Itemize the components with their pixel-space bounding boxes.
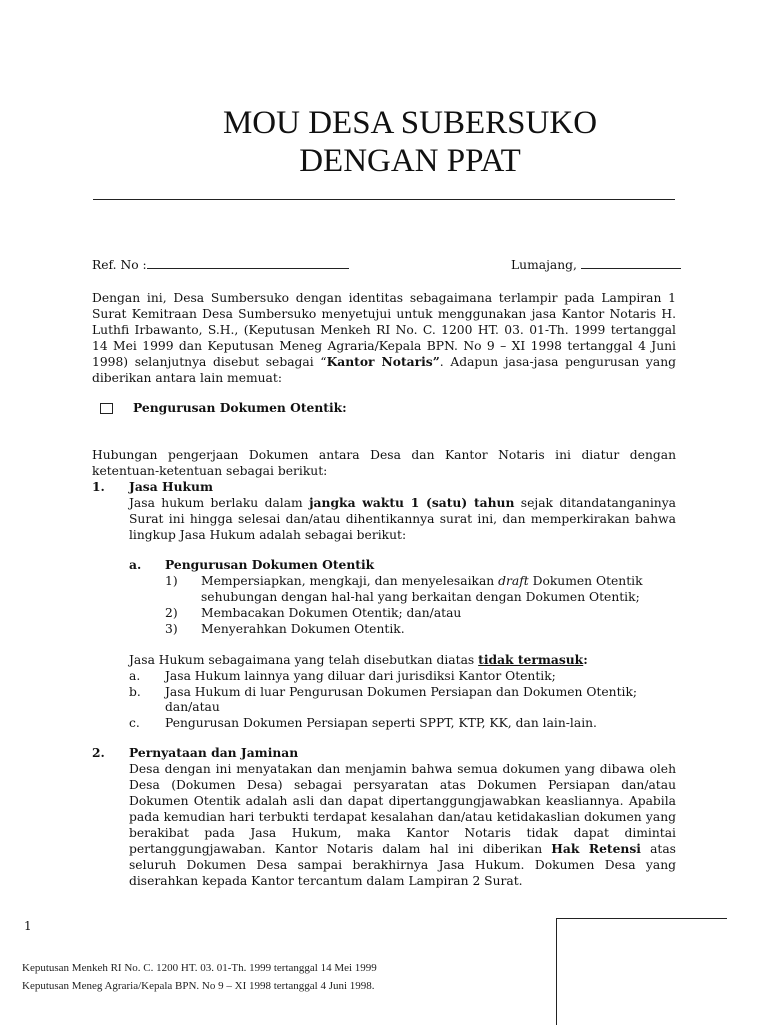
exclusion-item-text: Jasa Hukum lainnya yang diluar dari jurisdiksi Kantor Otentik; — [165, 669, 556, 683]
list-item-text-pre: Mempersiapkan, mengkaji, dan menyelesaikan — [201, 574, 499, 588]
list-item-italic: draft — [498, 574, 529, 588]
section-2-text: Desa dengan ini menyatakan dan menjamin bahwa semua dokumen yang dibawa oleh Desa (Dokumen Desa) sebagai persyaratan atas Dokumen Persiapan dan/atau Dokumen Otentik adalah asli dan dapat dipertanggungjawabkan keasliannya. Apabila pada kemudian hari terbukti terdapat kesalahan dan/atau ketidakaslian dokumen yang berakibat pada Jasa Hukum, maka Kantor Notaris tidak dapat dimintai pertanggungjawaban. Kantor Notaris dalam hal ini diberikan — [129, 762, 676, 856]
ref-number-blank — [147, 256, 349, 269]
list-item: 1) — [165, 574, 178, 588]
footnote-2: Keputusan Meneg Agraria/Kepala BPN. No 9 – XI 1998 tertanggal 4 Juni 1998. — [22, 980, 375, 992]
list-item-text: Membacakan Dokumen Otentik; dan/atau — [201, 606, 462, 620]
section-1-title: Jasa Hukum — [129, 479, 213, 494]
section-2-title: Pernyataan dan Jaminan — [129, 745, 299, 760]
exclusion-bold: tidak termasuk — [478, 652, 584, 667]
relation-paragraph: Hubungan pengerjaan Dokumen antara Desa dan Kantor Notaris ini diatur dengan ketentuan-ketentuan sebagai berikut: — [92, 448, 676, 478]
list-item-text-post: Dokumen Otentik — [528, 574, 643, 588]
footnote-box-frame — [556, 918, 727, 1025]
section-1-text-end: sejak ditandatanganinya Surat ini hingga selesai dan/atau dihentikannya surat ini, dan memperkirakan bahwa lingkup Jasa Hukum adalah sebagai berikut: — [129, 496, 677, 542]
section-1-bold: jangka waktu 1 (satu) tahun — [309, 495, 515, 510]
section-2-number: 2. — [92, 745, 105, 760]
list-item: 3) — [165, 622, 178, 636]
document-title — [90, 104, 730, 180]
date-blank — [581, 256, 681, 269]
exclusion-item-text: Pengurusan Dokumen Persiapan seperti SPPT, KTP, KK, dan lain-lain. — [165, 716, 597, 730]
exclusion-item: a. — [129, 669, 141, 683]
exclusion-item: b. — [129, 685, 141, 699]
intro-text-end: . Adapun jasa-jasa pengurusan yang diberikan antara lain memuat: — [92, 355, 676, 385]
list-item-text — [201, 573, 643, 589]
intro-bold-term: Kantor Notaris” — [326, 354, 440, 369]
footnote-1: Keputusan Menkeh RI No. C. 1200 HT. 03. 01-Th. 1999 tertanggal 14 Mei 1999 — [22, 962, 377, 974]
checkbox-row — [100, 400, 347, 416]
section-1-paragraph — [129, 495, 676, 543]
section-1-number: 1. — [92, 479, 105, 494]
sub-a-title: Pengurusan Dokumen Otentik — [165, 557, 375, 572]
exclusion-item-text-line2: dan/atau — [165, 700, 220, 714]
exclusion-item-text: Jasa Hukum di luar Pengurusan Dokumen Persiapan dan Dokumen Otentik; — [165, 685, 638, 699]
exclusion-colon: : — [583, 652, 588, 667]
section-2-text-end: atas seluruh Dokumen Desa sampai berakhirnya Jasa Hukum. Dokumen Desa yang diserahkan kepada Kantor tercantum dalam Lampiran 2 Surat. — [129, 842, 676, 888]
list-item: 2) — [165, 606, 178, 620]
sub-a-number: a. — [129, 557, 142, 572]
list-item-text: Menyerahkan Dokumen Otentik. — [201, 622, 405, 636]
title-line-1: MOU DESA SUBERSUKO — [222, 105, 598, 141]
exclusion-item: c. — [129, 716, 140, 730]
list-item-text-line2: sehubungan dengan hal-hal yang berkaitan dengan Dokumen Otentik; — [201, 590, 640, 604]
section-2-paragraph — [129, 761, 676, 889]
exclusion-text: Jasa Hukum sebagaimana yang telah disebutkan diatas — [129, 653, 479, 667]
ref-number-line — [92, 256, 349, 273]
checkbox-label: Pengurusan Dokumen Otentik: — [133, 400, 347, 415]
city-label: Lumajang, — [511, 258, 577, 272]
ref-label: Ref. No : — [92, 258, 147, 272]
title-line-2: DENGAN PPAT — [299, 143, 521, 179]
section-2-bold: Hak Retensi — [551, 841, 641, 856]
exclusion-heading — [129, 652, 588, 668]
section-1-text: Jasa hukum berlaku dalam — [129, 496, 310, 510]
checkbox-icon — [100, 403, 113, 414]
page-number: 1 — [24, 919, 32, 933]
city-date-line — [511, 256, 681, 273]
intro-text: Dengan ini, Desa Sumbersuko dengan identitas sebagaimana terlampir pada Lampiran 1 Surat Kemitraan Desa Sumbersuko menyetujui untuk menggunakan jasa Kantor Notaris H. Luthfi Irbawanto, S.H., (Keputusan Menkeh RI No. C. 1200 HT. 03. 01-Th. 1999 tertanggal 14 Mei 1999 dan Keputusan Meneg Agraria/Kepala BPN. No 9 – XI 1998 tertanggal 4 Juni 1998) selanjutnya disebut sebagai “ — [92, 291, 676, 369]
intro-paragraph — [92, 290, 676, 386]
title-divider — [93, 199, 675, 200]
